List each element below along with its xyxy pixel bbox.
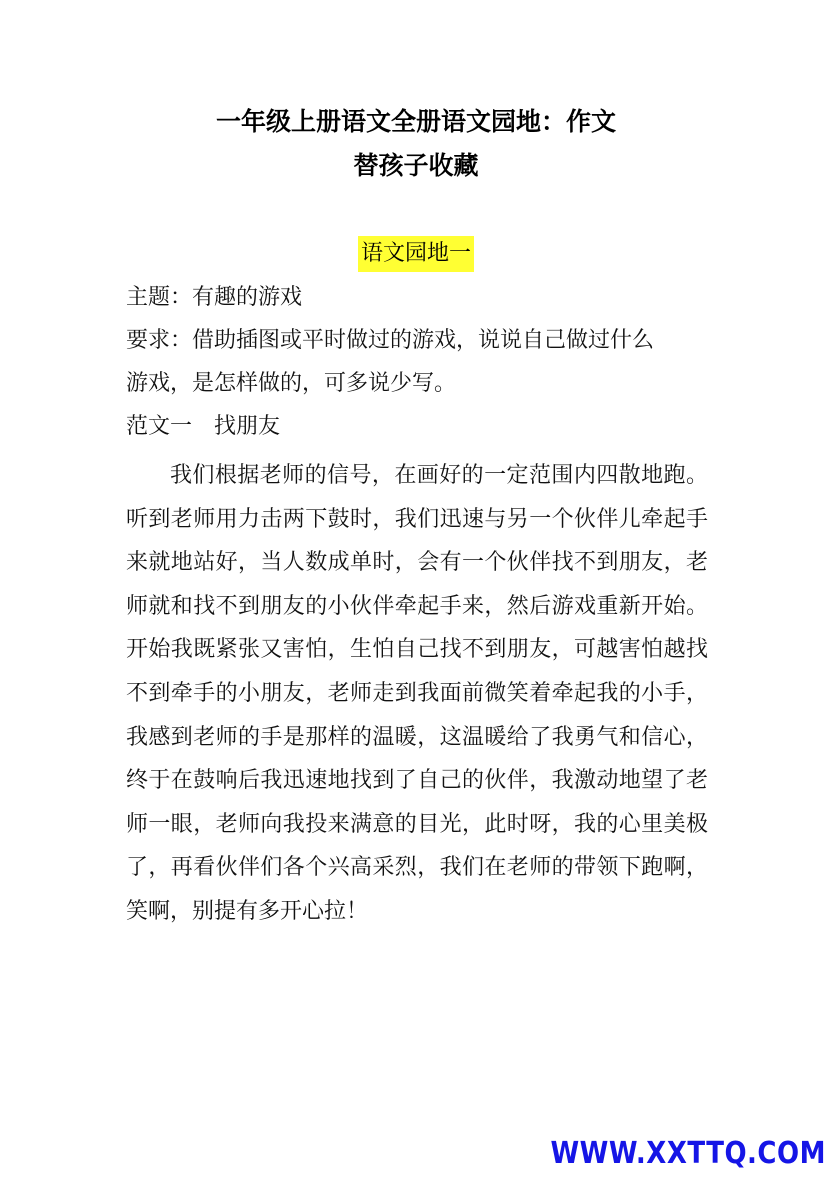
essay-paragraph: 我们根据老师的信号，在画好的一定范围内四散地跑。听到老师用力击两下鼓时，我们迅速与另一个伙伴儿牵起手来就地站好，当人数成单时，会有一个伙伴找不到朋友，老师就和找不到朋友的小伙伴牵起手来，然后游戏重新开始。开始我既紧张又害怕，生怕自己找不到朋友，可越害怕越找不到牵手的小朋友，老师走到我面前微笑着牵起我的小手，我感到老师的手是那样的温暖，这温暖给了我勇气和信心，终于在鼓响后我迅速地找到了自己的伙伴，我激动地望了老师一眼，老师向我投来满意的目光，此时呀，我的心里美极了，再看伙伴们各个兴高采烈，我们在老师的带领下跑啊，笑啊，别提有多开心拉！ — [126, 463, 708, 924]
requirement-line-1: 要求：借助插图或平时做过的游戏，说说自己做过什么 — [126, 328, 655, 353]
page-subtitle: 替孩子收藏 — [353, 151, 479, 180]
site-watermark: WWW.XXTTQ.COM — [550, 1136, 826, 1172]
theme-line: 主题：有趣的游戏 — [126, 285, 303, 310]
sample-essay-title: 范文一 找朋友 — [126, 414, 281, 439]
section-heading-wrapper — [0, 236, 832, 272]
page-title: 一年级上册语文全册语文园地：作文 — [215, 107, 616, 136]
requirement-line-2: 游戏，是怎样做的，可多说少写。 — [126, 371, 457, 396]
section-heading: 语文园地一 — [358, 236, 474, 272]
